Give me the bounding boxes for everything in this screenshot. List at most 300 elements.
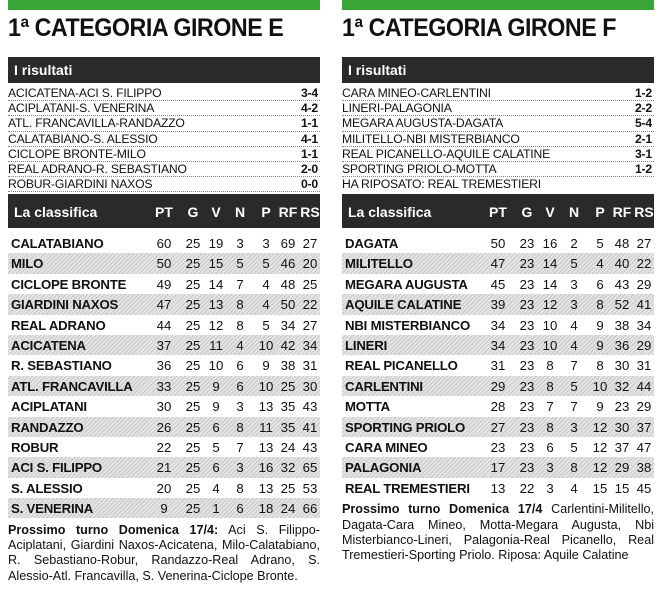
stat-p: 9 <box>596 317 604 333</box>
result-row <box>342 101 654 116</box>
stat-p: 9 <box>596 337 604 353</box>
stat-v: 10 <box>542 337 558 353</box>
column-header-v: V <box>545 204 555 220</box>
match-name: ROBUR-GIARDINI NAXOS <box>8 177 153 192</box>
rest-note-text: HA RIPOSATO: REAL TREMESTIERI <box>342 177 541 192</box>
match-score: 4-1 <box>300 131 318 146</box>
stat-rs: 20 <box>302 256 318 272</box>
column-header-pt: PT <box>155 204 173 220</box>
stat-pt: 29 <box>490 378 506 394</box>
column-header-rf: RF <box>612 204 632 220</box>
stat-rs: 31 <box>302 358 318 374</box>
stat-pt: 23 <box>490 439 506 455</box>
stat-rs: 34 <box>636 317 652 333</box>
stat-pt: 33 <box>156 378 172 394</box>
stat-rs: 43 <box>302 399 318 415</box>
stat-rs: 38 <box>636 460 652 476</box>
stat-pt: 45 <box>490 276 506 292</box>
match-score: 1-1 <box>300 116 318 131</box>
stat-p: 8 <box>596 358 604 374</box>
stat-n: 4 <box>570 337 578 353</box>
stat-n: 6 <box>236 501 244 517</box>
team-name: ACICATENA <box>11 337 86 353</box>
stat-n: 4 <box>236 337 244 353</box>
stat-v: 10 <box>542 317 558 333</box>
result-row <box>8 147 320 162</box>
stat-v: 3 <box>546 460 554 476</box>
stat-n: 6 <box>236 378 244 394</box>
stat-p: 16 <box>258 460 274 476</box>
stat-p: 3 <box>262 236 270 251</box>
stat-g: 25 <box>185 236 201 251</box>
stat-n: 5 <box>570 256 578 272</box>
stat-v: 8 <box>546 419 554 435</box>
team-name: MEGARA AUGUSTA <box>345 276 468 292</box>
standings-row <box>8 294 320 314</box>
stat-v: 9 <box>212 399 220 415</box>
stat-pt: 36 <box>156 358 172 374</box>
stat-g: 25 <box>185 480 201 496</box>
stat-g: 25 <box>185 317 201 333</box>
stat-pt: 60 <box>156 236 172 251</box>
stat-rs: 27 <box>636 236 652 251</box>
standings-row <box>8 355 320 375</box>
team-name: RANDAZZO <box>11 419 84 435</box>
stat-pt: 21 <box>156 460 172 476</box>
column-header-p: P <box>595 204 605 220</box>
stat-rf: 50 <box>280 297 296 313</box>
match-name: LINERI-PALAGONIA <box>342 101 452 116</box>
standings-row <box>342 376 654 396</box>
standings-row <box>8 376 320 396</box>
stat-v: 4 <box>212 480 220 496</box>
stat-pt: 34 <box>490 317 506 333</box>
stat-pt: 26 <box>156 419 172 435</box>
stat-rf: 32 <box>280 460 296 476</box>
stat-n: 7 <box>570 358 578 374</box>
standings-row <box>342 437 654 457</box>
results-header: I risultati <box>8 57 320 83</box>
standings-row <box>8 478 320 498</box>
standings-label: La classifica <box>348 204 432 220</box>
stat-rf: 25 <box>280 378 296 394</box>
stat-rs: 22 <box>302 297 318 313</box>
stat-pt: 47 <box>490 256 506 272</box>
stat-v: 12 <box>208 317 224 333</box>
column-header-rs: RS <box>300 204 320 220</box>
stat-rs: 27 <box>302 317 318 333</box>
match-name: CALATABIANO-S. ALESSIO <box>8 131 158 146</box>
team-name: CARLENTINI <box>345 378 423 394</box>
stat-p: 13 <box>258 399 274 415</box>
stat-v: 6 <box>212 460 220 476</box>
result-row <box>8 101 320 116</box>
column-header-p: P <box>261 204 271 220</box>
stat-rf: 32 <box>614 378 630 394</box>
standings-label: La classifica <box>14 204 98 220</box>
stat-p: 13 <box>258 480 274 496</box>
stat-rf: 37 <box>614 439 630 455</box>
stat-v: 10 <box>208 358 224 374</box>
next-round-label: Prossimo turno Domenica 17/4: <box>8 522 219 537</box>
stat-v: 11 <box>209 337 223 353</box>
stat-rs: 30 <box>302 378 318 394</box>
team-name: REAL ADRANO <box>11 317 106 333</box>
stat-pt: 49 <box>156 276 172 292</box>
match-score: 2-0 <box>300 161 318 176</box>
next-round-fixtures: Carlentini-Militello, Dagata-Cara Mineo, Motta-Megara Augusta, Nbi Misterbianco-Lineri, Palagonia-Real Picanello, Real Tremestieri-Sporting Priolo. Riposa: Aquile Calatine <box>342 502 654 563</box>
team-name: LINERI <box>345 337 388 353</box>
match-score: 5-4 <box>634 116 652 131</box>
stat-rf: 30 <box>614 358 630 374</box>
stat-p: 12 <box>592 419 608 435</box>
match-score: 1-2 <box>634 161 652 176</box>
stat-v: 8 <box>546 378 554 394</box>
stat-rs: 34 <box>302 337 318 353</box>
stat-n: 3 <box>570 276 578 292</box>
next-round-fixtures: Aci S. Filippo-Aciplatani, Giardini Naxos-Acicatena, Milo-Calatabiano, R. Sebastiano-Robur, Randazzo-Real Adrano, S. Alessio-Atl. Francavilla, S. Venerina-Ciclope Bronte. <box>8 522 320 583</box>
stat-rs: 43 <box>302 439 318 455</box>
next-round-label: Prossimo turno Domenica 17/4 <box>342 502 543 517</box>
stat-p: 5 <box>262 317 270 333</box>
stat-rs: 53 <box>302 480 318 496</box>
result-row <box>342 116 654 131</box>
stat-rf: 43 <box>614 276 630 292</box>
stat-n: 3 <box>236 460 244 476</box>
standings-row <box>342 396 654 416</box>
stat-g: 23 <box>519 317 535 333</box>
stat-rs: 25 <box>302 276 318 292</box>
result-row <box>342 132 654 147</box>
stat-n: 3 <box>570 297 578 313</box>
stat-g: 25 <box>185 256 201 272</box>
column-header-pt: PT <box>489 204 507 220</box>
match-name: SPORTING PRIOLO-MOTTA <box>342 161 497 176</box>
stat-g: 23 <box>519 358 535 374</box>
match-score: 3-1 <box>634 146 652 161</box>
match-score: 3-4 <box>300 86 318 100</box>
stat-g: 23 <box>519 399 535 415</box>
stat-n: 4 <box>570 480 578 496</box>
result-row <box>342 86 654 101</box>
stat-rf: 48 <box>614 236 630 251</box>
match-name: ATL. FRANCAVILLA-RANDAZZO <box>8 116 185 131</box>
stat-rs: 29 <box>636 337 652 353</box>
stat-n: 2 <box>570 236 578 251</box>
stat-g: 25 <box>185 276 201 292</box>
team-name: SPORTING PRIOLO <box>345 419 466 435</box>
stat-n: 3 <box>236 399 244 415</box>
standings-row <box>8 417 320 437</box>
stat-g: 23 <box>519 256 535 272</box>
stat-v: 3 <box>546 480 554 496</box>
stat-pt: 27 <box>490 419 506 435</box>
stat-rf: 25 <box>280 480 296 496</box>
team-name: ACIPLATANI <box>11 399 87 415</box>
stat-rf: 24 <box>280 439 296 455</box>
stat-rf: 30 <box>614 419 630 435</box>
column-header-v: V <box>211 204 221 220</box>
stat-n: 3 <box>570 419 578 435</box>
match-score: 0-0 <box>300 177 318 192</box>
stat-p: 12 <box>592 460 608 476</box>
stat-rf: 48 <box>280 276 296 292</box>
stat-v: 6 <box>546 439 554 455</box>
team-name: CICLOPE BRONTE <box>11 276 127 292</box>
stat-p: 10 <box>592 378 608 394</box>
standings-row <box>8 396 320 416</box>
stat-g: 23 <box>519 337 535 353</box>
result-row <box>8 86 320 101</box>
stat-v: 12 <box>542 297 558 313</box>
stat-rs: 22 <box>636 256 652 272</box>
standings-row <box>8 457 320 477</box>
match-name: REAL ADRANO-R. SEBASTIANO <box>8 161 187 176</box>
team-name: REAL TREMESTIERI <box>345 480 470 496</box>
stat-n: 7 <box>236 276 244 292</box>
stat-pt: 22 <box>156 439 172 455</box>
stat-rf: 38 <box>614 317 630 333</box>
team-name: MOTTA <box>345 399 390 415</box>
stat-p: 8 <box>596 297 604 313</box>
stat-pt: 37 <box>156 337 172 353</box>
stat-n: 3 <box>236 236 244 251</box>
section-title: 1ª CATEGORIA GIRONE E <box>8 14 284 42</box>
stat-g: 25 <box>185 501 201 517</box>
stat-pt: 28 <box>490 399 506 415</box>
stat-n: 5 <box>236 256 244 272</box>
stat-rf: 35 <box>280 399 296 415</box>
stat-g: 25 <box>185 439 201 455</box>
standings-row <box>342 315 654 335</box>
results-header: I risultati <box>342 57 654 83</box>
standings-row <box>342 478 654 498</box>
match-name: CICLOPE BRONTE-MILO <box>8 146 146 161</box>
column-header-rf: RF <box>278 204 298 220</box>
stat-p: 10 <box>258 378 274 394</box>
stat-pt: 44 <box>156 317 172 333</box>
match-score: 1-1 <box>300 146 318 161</box>
stat-v: 9 <box>212 378 220 394</box>
stat-v: 13 <box>208 297 224 313</box>
match-score: 2-2 <box>634 101 652 116</box>
stat-rs: 41 <box>302 419 318 435</box>
standings-row <box>8 315 320 335</box>
standings-table <box>342 233 654 498</box>
team-name: DAGATA <box>345 236 399 251</box>
stat-p: 5 <box>262 256 270 272</box>
stat-n: 5 <box>570 378 578 394</box>
team-name: ATL. FRANCAVILLA <box>11 378 133 394</box>
column-header-g: G <box>521 204 533 220</box>
stat-rs: 37 <box>636 419 652 435</box>
stat-rf: 35 <box>280 419 296 435</box>
stat-g: 23 <box>519 439 535 455</box>
stat-v: 19 <box>208 236 224 251</box>
standings-row <box>8 437 320 457</box>
next-round-text <box>342 502 654 564</box>
stat-p: 6 <box>596 276 604 292</box>
stat-g: 23 <box>519 460 535 476</box>
match-name: CARA MINEO-CARLENTINI <box>342 86 491 100</box>
stat-rs: 66 <box>302 501 318 517</box>
match-name: MILITELLO-NBI MISTERBIANCO <box>342 131 520 146</box>
standings-row <box>342 274 654 294</box>
standings-row <box>342 457 654 477</box>
rest-note <box>342 177 654 191</box>
standings-header <box>342 194 654 228</box>
match-name: ACICATENA-ACI S. FILIPPO <box>8 86 162 100</box>
match-name: REAL PICANELLO-AQUILE CALATINE <box>342 146 551 161</box>
stat-g: 25 <box>185 337 201 353</box>
stat-g: 25 <box>185 358 201 374</box>
match-name: MEGARA AUGUSTA-DAGATA <box>342 116 504 131</box>
stat-rs: 47 <box>636 439 652 455</box>
stat-g: 23 <box>519 378 535 394</box>
stat-g: 25 <box>185 297 201 313</box>
stat-v: 1 <box>212 501 220 517</box>
stat-rs: 29 <box>636 399 652 415</box>
stat-pt: 50 <box>156 256 172 272</box>
stat-v: 5 <box>212 439 220 455</box>
stat-rf: 69 <box>280 236 296 251</box>
results-list <box>342 86 654 191</box>
stat-pt: 30 <box>156 399 172 415</box>
stat-g: 25 <box>185 460 201 476</box>
team-name: S. ALESSIO <box>11 480 83 496</box>
standings-table <box>8 233 320 518</box>
stat-rf: 29 <box>614 460 630 476</box>
stat-pt: 50 <box>490 236 506 251</box>
standings-row <box>342 417 654 437</box>
team-name: ACI S. FILIPPO <box>11 460 102 476</box>
section-title: 1ª CATEGORIA GIRONE F <box>342 14 616 42</box>
standings-row <box>342 355 654 375</box>
standings-header <box>8 194 320 228</box>
stat-v: 15 <box>208 256 224 272</box>
stat-g: 25 <box>185 399 201 415</box>
stat-g: 22 <box>519 480 535 496</box>
team-name: S. VENERINA <box>11 501 94 517</box>
stat-p: 10 <box>258 337 274 353</box>
stat-rs: 65 <box>302 460 318 476</box>
stat-rf: 40 <box>614 256 630 272</box>
stat-g: 25 <box>185 378 201 394</box>
stat-v: 14 <box>542 276 558 292</box>
stat-rf: 52 <box>614 297 630 313</box>
stat-v: 7 <box>546 399 554 415</box>
stat-n: 8 <box>236 317 244 333</box>
team-name: CARA MINEO <box>345 439 428 455</box>
stat-rs: 27 <box>302 236 318 251</box>
stat-p: 5 <box>596 236 604 251</box>
stat-p: 4 <box>262 276 270 292</box>
column-header-n: N <box>234 204 246 220</box>
next-round-text <box>8 523 320 585</box>
stat-p: 9 <box>596 399 604 415</box>
team-name: REAL PICANELLO <box>345 358 458 374</box>
stat-p: 13 <box>258 439 274 455</box>
stat-pt: 47 <box>156 297 172 313</box>
stat-rf: 23 <box>614 399 630 415</box>
stat-rs: 29 <box>636 276 652 292</box>
match-name: ACIPLATANI-S. VENERINA <box>8 101 155 116</box>
team-name: R. SEBASTIANO <box>11 358 112 374</box>
stat-p: 4 <box>596 256 604 272</box>
team-name: AQUILE CALATINE <box>345 297 462 313</box>
team-name: ROBUR <box>11 439 59 455</box>
stat-pt: 20 <box>156 480 172 496</box>
standings-row <box>8 498 320 518</box>
top-green-bar-right <box>342 0 654 10</box>
team-name: CALATABIANO <box>11 236 104 251</box>
stat-n: 6 <box>236 358 244 374</box>
team-name: MILO <box>11 256 44 272</box>
stat-n: 8 <box>570 460 578 476</box>
stat-v: 6 <box>212 419 220 435</box>
result-row <box>342 147 654 162</box>
stat-n: 8 <box>236 297 244 313</box>
stat-rf: 46 <box>280 256 296 272</box>
stat-pt: 9 <box>160 501 168 517</box>
stat-pt: 31 <box>490 358 506 374</box>
stat-p: 11 <box>259 419 273 435</box>
team-name: GIARDINI NAXOS <box>11 297 119 313</box>
column-header-n: N <box>568 204 580 220</box>
stat-v: 8 <box>546 358 554 374</box>
stat-n: 8 <box>236 480 244 496</box>
results-list <box>8 86 320 192</box>
stat-rs: 44 <box>636 378 652 394</box>
stat-rf: 24 <box>280 501 296 517</box>
stat-rf: 34 <box>280 317 296 333</box>
result-row <box>8 116 320 131</box>
stat-g: 23 <box>519 236 535 251</box>
stat-p: 4 <box>262 297 270 313</box>
standings-row <box>342 294 654 314</box>
stat-pt: 13 <box>490 480 506 496</box>
stat-n: 7 <box>236 439 244 455</box>
standings-row <box>8 233 320 253</box>
stat-g: 25 <box>185 419 201 435</box>
stat-g: 23 <box>519 276 535 292</box>
result-row <box>8 132 320 147</box>
stat-n: 8 <box>236 419 244 435</box>
match-score: 4-2 <box>300 101 318 116</box>
stat-n: 5 <box>570 439 578 455</box>
stat-n: 4 <box>570 317 578 333</box>
stat-p: 9 <box>262 358 270 374</box>
team-name: NBI MISTERBIANCO <box>345 317 471 333</box>
match-score: 1-2 <box>634 86 652 100</box>
column-header-g: G <box>187 204 199 220</box>
stat-p: 12 <box>592 439 608 455</box>
standings-row <box>8 253 320 273</box>
result-row <box>8 177 320 192</box>
top-green-bar-left <box>8 0 320 10</box>
stat-rs: 41 <box>636 297 652 313</box>
stat-v: 14 <box>208 276 224 292</box>
team-name: MILITELLO <box>345 256 413 272</box>
team-name: PALAGONIA <box>345 460 422 476</box>
result-row <box>8 162 320 177</box>
stat-v: 14 <box>542 256 558 272</box>
stat-rf: 36 <box>614 337 630 353</box>
stat-g: 23 <box>519 297 535 313</box>
stat-pt: 34 <box>490 337 506 353</box>
stat-pt: 39 <box>490 297 506 313</box>
stat-rs: 45 <box>636 480 652 496</box>
